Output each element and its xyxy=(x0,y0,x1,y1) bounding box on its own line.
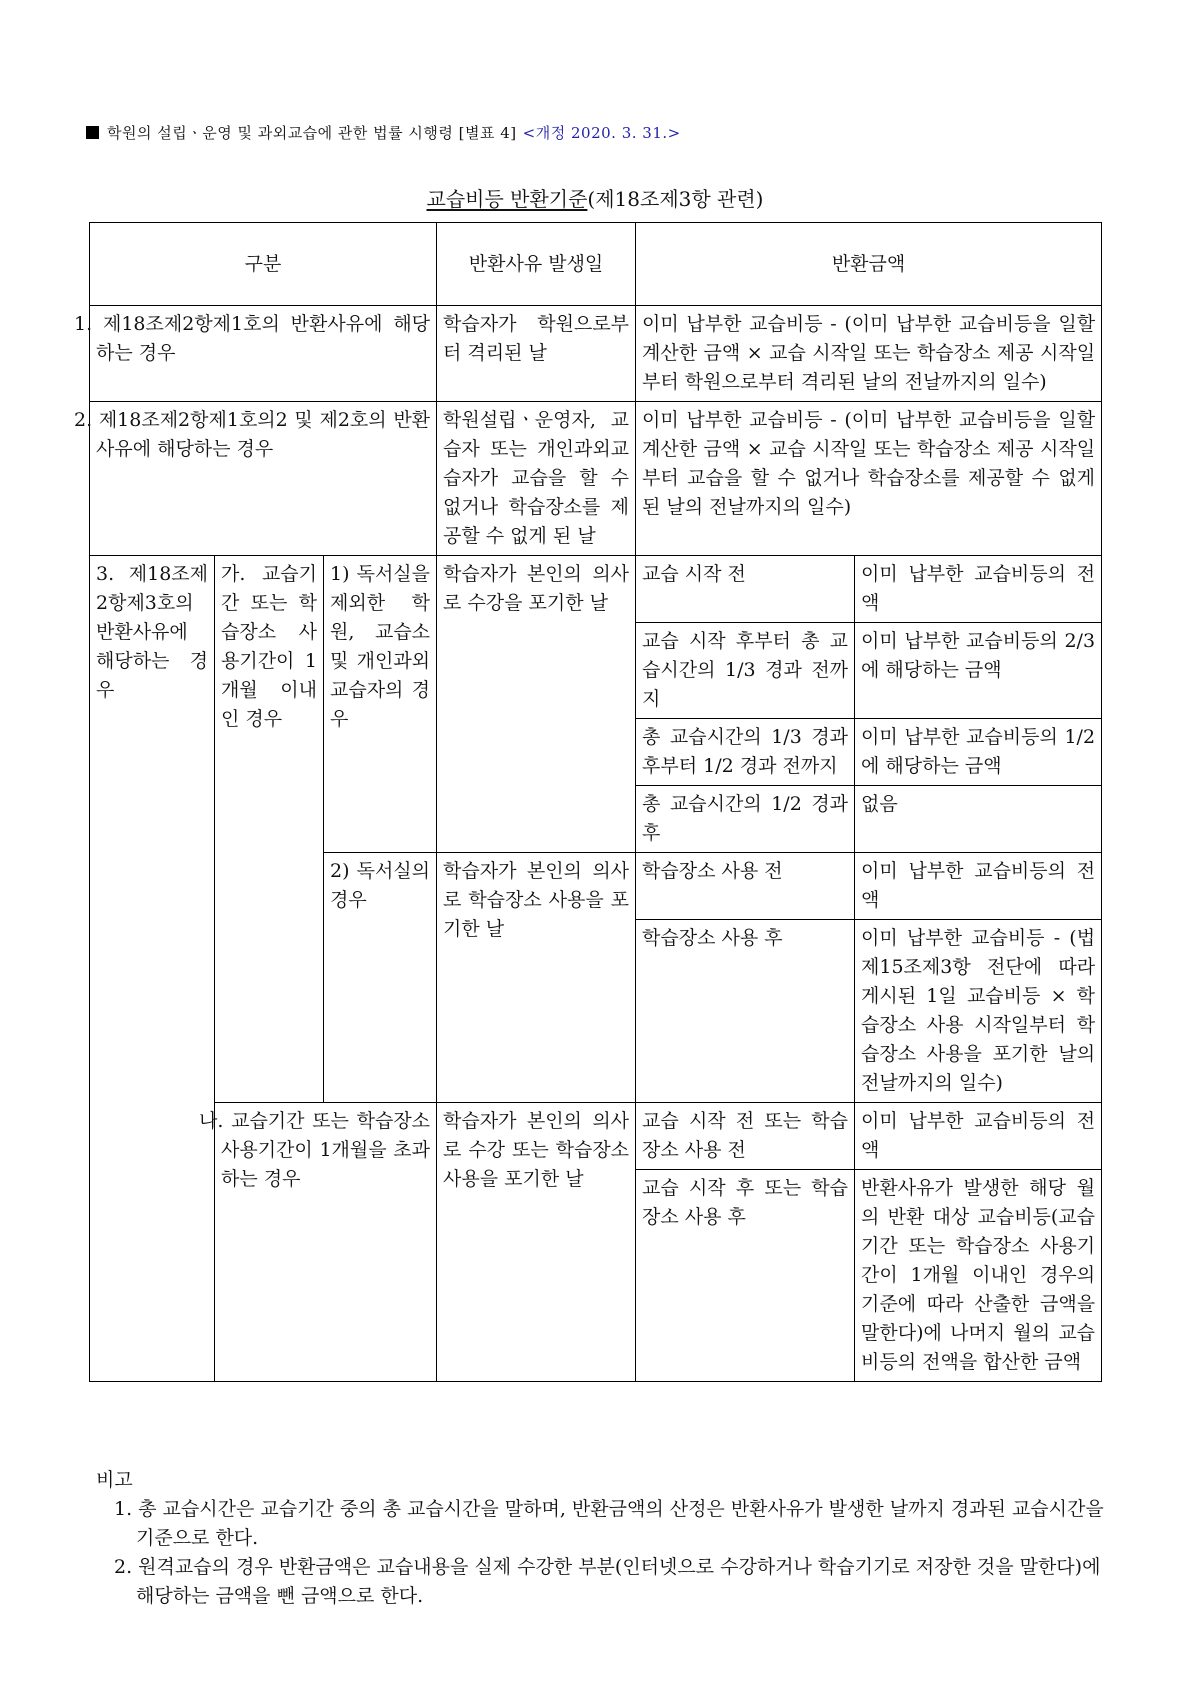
ga1-amount-2: 이미 납부한 교습비등의 2/3에 해당하는 금액 xyxy=(855,623,1102,719)
ga1-time-1: 교습 시작 전 xyxy=(636,556,855,623)
row3-ga: 가. 교습기간 또는 학습장소 사용기간이 1개월 이내인 경우 xyxy=(215,556,324,1103)
row3-na: 나. 교습기간 또는 학습장소 사용기간이 1개월을 초과하는 경우 xyxy=(215,1103,437,1382)
header-amount: 반환금액 xyxy=(636,223,1102,306)
document-title xyxy=(0,183,1190,212)
amendment-date: <개정 2020. 3. 31.> xyxy=(522,124,681,142)
ga2-amount-1: 이미 납부한 교습비등의 전액 xyxy=(855,853,1102,920)
row3-ga2-date: 학습자가 본인의 의사로 학습장소 사용을 포기한 날 xyxy=(437,853,636,1103)
table-row xyxy=(90,306,1102,402)
ga1-time-2: 교습 시작 후부터 총 교습시간의 1/3 경과 전까지 xyxy=(636,623,855,719)
table-row xyxy=(90,402,1102,556)
title-main: 교습비등 반환기준 xyxy=(426,187,588,211)
row1-category: 1. 제18조제2항제1호의 반환사유에 해당하는 경우 xyxy=(90,306,437,402)
na-amount-1: 이미 납부한 교습비등의 전액 xyxy=(855,1103,1102,1170)
header-category: 구분 xyxy=(90,223,437,306)
row3-category: 3. 제18조제2항제3호의 반환사유에 해당하는 경우 xyxy=(90,556,215,1382)
ga2-amount-2: 이미 납부한 교습비등 - (법 제15조제3항 전단에 따라 게시된 1일 교습비등 × 학습장소 사용 시작일부터 학습장소 사용을 포기한 날의 전날까지의 일수) xyxy=(855,920,1102,1103)
na-time-1: 교습 시작 전 또는 학습장소 사용 전 xyxy=(636,1103,855,1170)
row3-ga2: 2) 독서실의 경우 xyxy=(324,853,437,1103)
refund-standards-table xyxy=(74,222,1102,1382)
ga1-amount-3: 이미 납부한 교습비등의 1/2에 해당하는 금액 xyxy=(855,719,1102,786)
title-sub: (제18조제3항 관련) xyxy=(587,187,764,211)
header-date: 반환사유 발생일 xyxy=(437,223,636,306)
ga1-time-3: 총 교습시간의 1/3 경과 후부터 1/2 경과 전까지 xyxy=(636,719,855,786)
notes-section xyxy=(96,1466,1106,1611)
table-row xyxy=(90,556,1102,623)
row2-date: 학원설립ㆍ운영자, 교습자 또는 개인과외교습자가 교습을 할 수 없거나 학습장소를 제공할 수 없게 된 날 xyxy=(437,402,636,556)
square-bullet-icon xyxy=(86,126,99,139)
row3-ga1: 1) 독서실을 제외한 학원, 교습소 및 개인과외교습자의 경우 xyxy=(324,556,437,853)
note-item-2: 2. 원격교습의 경우 반환금액은 교습내용을 실제 수강한 부분(인터넷으로 수강하거나 학습기기로 저장한 것을 말한다)에 해당하는 금액을 뺀 금액으로 한다. xyxy=(114,1556,1101,1607)
header-text: 학원의 설립ㆍ운영 및 과외교습에 관한 법률 시행령 [별표 4] xyxy=(107,124,517,142)
notes-title: 비고 xyxy=(96,1469,133,1491)
ga1-amount-1: 이미 납부한 교습비등의 전액 xyxy=(855,556,1102,623)
document-header xyxy=(86,122,681,143)
na-amount-2: 반환사유가 발생한 해당 월의 반환 대상 교습비등(교습기간 또는 학습장소 사용기간이 1개월 이내인 경우의 기준에 따라 산출한 금액을 말한다)에 나머지 월의 교습비등의 전액을 합산한 금액 xyxy=(855,1170,1102,1382)
row3-ga1-date: 학습자가 본인의 의사로 수강을 포기한 날 xyxy=(437,556,636,853)
ga2-time-2: 학습장소 사용 후 xyxy=(636,920,855,1103)
row3-na-date: 학습자가 본인의 의사로 수강 또는 학습장소 사용을 포기한 날 xyxy=(437,1103,636,1382)
row1-date: 학습자가 학원으로부터 격리된 날 xyxy=(437,306,636,402)
ga1-time-4: 총 교습시간의 1/2 경과 후 xyxy=(636,786,855,853)
na-time-2: 교습 시작 후 또는 학습장소 사용 후 xyxy=(636,1170,855,1382)
table-row xyxy=(90,1103,1102,1170)
note-item-1: 1. 총 교습시간은 교습기간 중의 총 교습시간을 말하며, 반환금액의 산정은 반환사유가 발생한 날까지 경과된 교습시간을 기준으로 한다. xyxy=(114,1498,1104,1549)
row1-amount: 이미 납부한 교습비등 - (이미 납부한 교습비등을 일할계산한 금액 × 교습 시작일 또는 학습장소 제공 시작일부터 학원으로부터 격리된 날의 전날까지의 일수) xyxy=(636,306,1102,402)
table-header-row xyxy=(90,223,1102,306)
row2-category: 2. 제18조제2항제1호의2 및 제2호의 반환사유에 해당하는 경우 xyxy=(90,402,437,556)
ga2-time-1: 학습장소 사용 전 xyxy=(636,853,855,920)
ga1-amount-4: 없음 xyxy=(855,786,1102,853)
row2-amount: 이미 납부한 교습비등 - (이미 납부한 교습비등을 일할계산한 금액 × 교습 시작일 또는 학습장소 제공 시작일부터 교습을 할 수 없거나 학습장소를 제공할 수 없게 된 날의 전날까지의 일수) xyxy=(636,402,1102,556)
